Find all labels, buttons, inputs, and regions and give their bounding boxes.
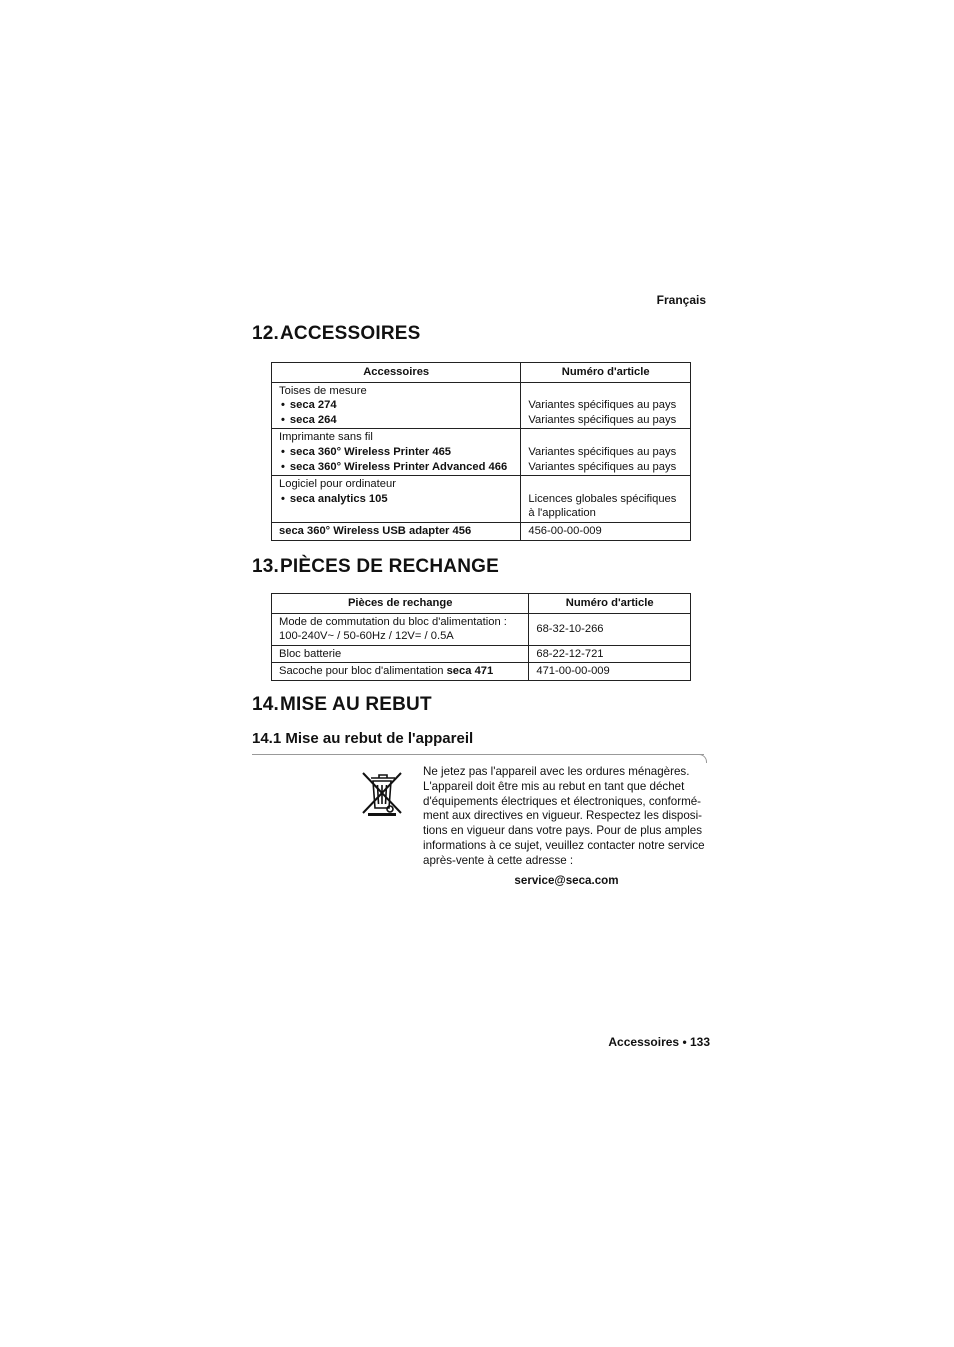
text-line: après-vente à cette adresse : xyxy=(423,853,574,867)
language-label: Français xyxy=(656,293,706,307)
page-footer: Accessoires • 133 xyxy=(608,1035,710,1049)
list-item: • seca 274 xyxy=(279,398,513,413)
spare-part-description: Mode de commutation du bloc d'alimentation : xyxy=(279,615,507,628)
section-title-accessories xyxy=(252,323,421,345)
article-number: 68-22-12-721 xyxy=(529,645,691,663)
accessories-table xyxy=(271,362,691,541)
column-header: Accessoires xyxy=(272,363,521,383)
table-row xyxy=(272,663,691,681)
spare-part-description: Bloc batterie xyxy=(272,645,529,663)
article-number: 471-00-00-009 xyxy=(529,663,691,681)
spare-part-model: seca 471 xyxy=(446,665,494,678)
section-number: 14. xyxy=(252,694,280,715)
table-row xyxy=(272,382,691,429)
article-number: Variantes spécifiques au pays xyxy=(528,445,677,458)
disposal-instructions xyxy=(423,765,710,869)
article-number: Variantes spécifiques au pays xyxy=(528,460,677,473)
section-number: 12. xyxy=(252,323,280,344)
table-row xyxy=(272,522,691,540)
accessory-group-label: Logiciel pour ordinateur xyxy=(279,478,396,491)
column-header: Numéro d'article xyxy=(529,594,691,614)
table-row xyxy=(272,613,691,645)
article-number: Variantes spécifiques au pays xyxy=(528,413,677,426)
section-number: 13. xyxy=(252,556,280,577)
table-header-row xyxy=(272,594,691,614)
text-line: L'appareil doit être mis au rebut en tant que déchet xyxy=(423,779,685,793)
accessory-list xyxy=(279,398,513,427)
section-title-text: ACCESSOIRES xyxy=(280,323,421,344)
accessory-list xyxy=(279,445,513,474)
accessory-item: seca 360° Wireless USB adapter 456 xyxy=(272,522,521,540)
column-header: Pièces de rechange xyxy=(272,594,529,614)
crossed-out-wheelie-bin-icon xyxy=(360,770,404,816)
article-number: 68-32-10-266 xyxy=(529,613,691,645)
list-item: • seca 360° Wireless Printer Advanced 466 xyxy=(279,460,513,475)
accessory-group-label: Imprimante sans fil xyxy=(279,431,373,444)
service-email: service@seca.com xyxy=(514,874,619,887)
subsection-title: 14.1 Mise au rebut de l'appareil xyxy=(252,730,474,747)
section-title-text: PIÈCES DE RECHANGE xyxy=(280,556,499,577)
section-title-text: MISE AU REBUT xyxy=(280,694,432,715)
section-title-disposal xyxy=(252,694,432,716)
article-number: 456-00-00-009 xyxy=(521,522,691,540)
column-header: Numéro d'article xyxy=(521,363,691,383)
table-row xyxy=(272,476,691,523)
spare-part-description xyxy=(272,663,529,681)
text-line: tions en vigueur dans votre pays. Pour de plus amples xyxy=(423,824,703,838)
article-number: à l'application xyxy=(528,507,596,520)
table-row xyxy=(272,429,691,476)
table-header-row xyxy=(272,363,691,383)
accessory-group-label: Toises de mesure xyxy=(279,384,367,397)
list-item: • seca 360° Wireless Printer 465 xyxy=(279,445,513,460)
table-row xyxy=(272,645,691,663)
article-number: Licences globales spécifiques xyxy=(528,492,677,505)
section-divider-hook xyxy=(698,754,707,763)
section-title-spare-parts xyxy=(252,556,499,578)
list-item: • seca analytics 105 xyxy=(279,492,513,507)
spare-part-specs: 100-240V~ / 50-60Hz / 12V= / 0.5A xyxy=(279,630,454,643)
spare-part-text: Sacoche pour bloc d'alimentation xyxy=(279,665,447,678)
text-line: Ne jetez pas l'appareil avec les ordures ménagères. xyxy=(423,765,690,778)
spare-parts-table xyxy=(271,593,691,681)
list-item: • seca 264 xyxy=(279,413,513,428)
text-line: ment aux directives en vigueur. Respectez les disposi- xyxy=(423,809,703,823)
section-divider xyxy=(252,754,704,755)
accessory-list xyxy=(279,492,513,507)
text-line: d'équipements électriques et électroniques, conformé- xyxy=(423,794,702,808)
text-line: informations à ce sujet, veuillez contacter notre service xyxy=(423,838,705,852)
article-number: Variantes spécifiques au pays xyxy=(528,399,677,412)
